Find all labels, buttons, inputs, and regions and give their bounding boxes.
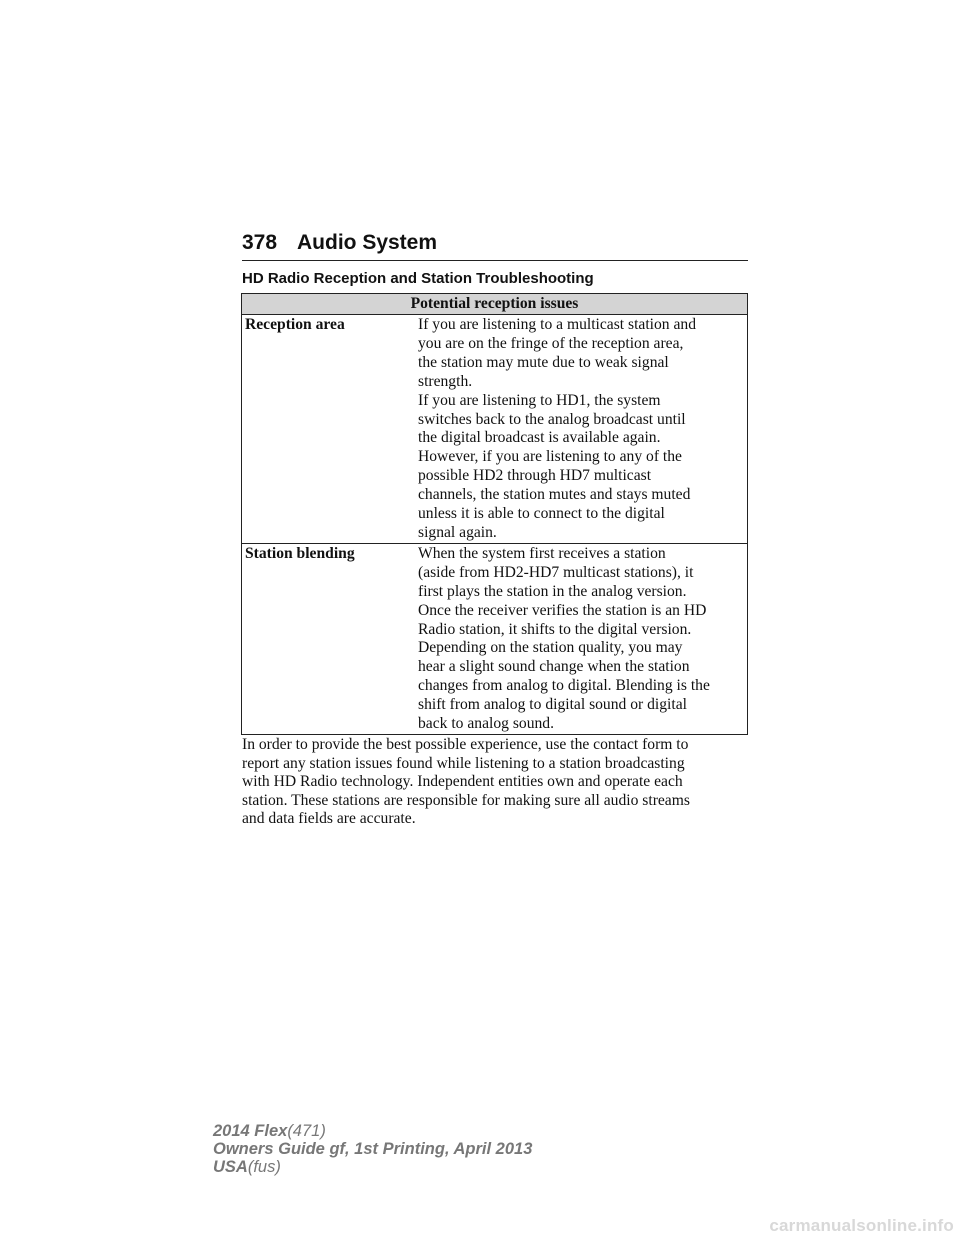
page-header xyxy=(242,230,748,261)
footer-guide: Owners Guide gf, 1st Printing, April 2013 xyxy=(213,1140,533,1158)
paragraph-line: with HD Radio technology. Independent entities own and operate each xyxy=(242,773,683,791)
row-description-reception-area xyxy=(414,315,748,544)
footer-market: USA xyxy=(213,1158,248,1176)
footer-market-code: (fus) xyxy=(247,1158,281,1176)
description-line: the station may mute due to weak signal xyxy=(418,353,669,371)
description-line: shift from analog to digital sound or digital xyxy=(418,696,687,714)
table-row xyxy=(242,315,748,544)
paragraph-line: In order to provide the best possible experience, use the contact form to xyxy=(242,736,689,753)
table-row xyxy=(242,543,748,734)
description-line: first plays the station in the analog version. xyxy=(418,582,687,600)
description-line: channels, the station mutes and stays muted xyxy=(418,486,691,504)
description-line: (aside from HD2-HD7 multicast stations), it xyxy=(418,563,694,581)
description-line: signal again. xyxy=(418,523,497,541)
footer-line-model xyxy=(213,1122,532,1140)
description-line: Depending on the station quality, you may xyxy=(418,639,683,657)
description-line: unless it is able to connect to the digital xyxy=(418,505,665,523)
section-subheading: HD Radio Reception and Station Troubleshooting xyxy=(242,270,594,287)
description-line: possible HD2 through HD7 multicast xyxy=(418,467,652,485)
description-line: However, if you are listening to any of the xyxy=(418,448,682,466)
paragraph-line: and data fields are accurate. xyxy=(242,810,416,828)
description-line: the digital broadcast is available again. xyxy=(418,429,661,447)
paragraph-line: report any station issues found while listening to a station broadcasting xyxy=(242,754,685,772)
row-label-station-blending: Station blending xyxy=(242,543,415,734)
body-paragraph xyxy=(242,736,750,829)
description-line: hear a slight sound change when the station xyxy=(418,658,690,676)
reception-issues-table xyxy=(241,293,748,735)
description-line: you are on the fringe of the reception area, xyxy=(418,334,684,352)
page-number: 378 xyxy=(242,231,278,254)
description-line: Once the receiver verifies the station is an HD xyxy=(418,601,707,619)
row-label-reception-area: Reception area xyxy=(242,315,415,544)
paragraph-line: station. These stations are responsible for making sure all audio streams xyxy=(242,791,690,809)
footer-model: 2014 Flex xyxy=(213,1122,288,1140)
footer-model-code: (471) xyxy=(287,1122,326,1140)
footer-line-market xyxy=(213,1158,532,1176)
description-line: changes from analog to digital. Blending is the xyxy=(418,677,710,695)
table-header-row xyxy=(242,294,748,315)
description-line: If you are listening to a multicast station and xyxy=(418,316,697,333)
row-description-station-blending xyxy=(414,543,748,734)
description-line: If you are listening to HD1, the system xyxy=(418,391,661,409)
description-line: Radio station, it shifts to the digital version. xyxy=(418,620,692,638)
description-line: strength. xyxy=(418,372,473,390)
description-line: When the system first receives a station xyxy=(418,544,666,562)
table-header: Potential reception issues xyxy=(242,294,748,315)
section-title: Audio System xyxy=(297,231,438,254)
description-line: switches back to the analog broadcast until xyxy=(418,410,686,428)
site-watermark: carmanualsonline.info xyxy=(769,1216,954,1235)
description-line: back to analog sound. xyxy=(418,715,554,733)
print-footer xyxy=(213,1122,532,1176)
